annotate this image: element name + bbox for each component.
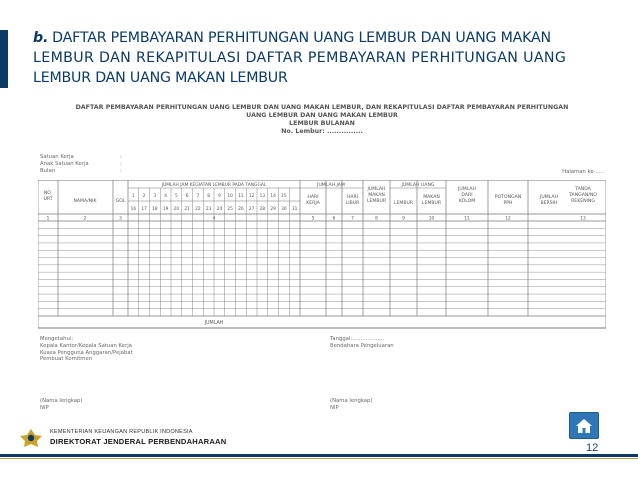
day-label: 22 xyxy=(195,207,201,212)
header-jumlah-makan: MAKAN xyxy=(368,193,385,198)
column-number: 12 xyxy=(505,216,511,222)
column-number: 9 xyxy=(402,216,405,222)
page-number: 12 xyxy=(586,442,599,454)
header-no-urut: NO. xyxy=(43,191,53,196)
column-number: 11 xyxy=(464,216,470,222)
day-label: 3 xyxy=(153,194,157,199)
day-label: 29 xyxy=(270,207,276,212)
day-label: 12 xyxy=(248,194,255,199)
header-makan-lembur: MAKAN xyxy=(423,195,440,200)
header-makan-lembur: LEMBUR xyxy=(421,201,442,206)
header-hari-kerja: HARI xyxy=(307,195,319,200)
form-table xyxy=(38,180,606,336)
header-gol: GOL xyxy=(115,199,126,204)
day-label: 23 xyxy=(205,207,212,212)
header-lembur: LEMBUR xyxy=(393,201,414,206)
header-jumlah-jam: JUMLAH JAM KEGIATAN LEMBUR PADA TANGGAL xyxy=(161,183,267,188)
form-meta: Satuan Kerja : Anak Satuan Kerja : Bulan : xyxy=(40,154,122,174)
header-jumlah-jam-kerja: JUMLAH JAM xyxy=(317,183,345,188)
day-label: 13 xyxy=(259,194,266,199)
header-hari-libur: HARI xyxy=(346,195,359,200)
signature-right: Tanggal:................... Bendahara Pengeluaran xyxy=(330,336,394,349)
day-label: 31 xyxy=(291,207,298,212)
header-jumlah-bersih: JUMLAH xyxy=(540,195,558,200)
slide-heading xyxy=(33,28,608,88)
accent-bar xyxy=(0,30,8,88)
day-label: 7 xyxy=(196,194,200,199)
header-tanda-tangan: REKENING xyxy=(571,199,595,204)
column-number: 3 xyxy=(119,216,122,222)
day-label: 15 xyxy=(281,194,287,199)
jumlah-label: JUMLAH xyxy=(204,321,224,326)
header-jumlah-makan: LEMBUR xyxy=(366,199,387,204)
day-label: 20 xyxy=(173,207,180,212)
day-label: 25 xyxy=(227,207,233,212)
day-label: 14 xyxy=(270,194,276,199)
day-label: 28 xyxy=(259,207,266,212)
form-table-grid xyxy=(38,180,606,332)
header-jumlah-makan: JUMLAH xyxy=(367,187,386,192)
home-icon xyxy=(575,418,593,434)
signature-right-name: (Nama lengkap) NIP xyxy=(330,398,373,411)
header-potongan-pph: PPH xyxy=(503,201,513,206)
header-potongan-pph: POTONGAN xyxy=(494,195,522,200)
column-number: 5 xyxy=(311,216,315,222)
home-button[interactable] xyxy=(569,412,599,439)
meta-satuan-kerja: Satuan Kerja xyxy=(40,154,74,160)
signature-left-name: (Nama lengkap) NIP xyxy=(40,398,83,411)
header-jumlah-dari-kolom: JUMLAH xyxy=(458,187,476,192)
heading-label: b. xyxy=(33,30,49,46)
signature-left: Mengetahui: Kepala Kantor/Kepala Satuan Kerja Kuasa Pengguna Anggaran/Pejabat Pembuat Komitmen xyxy=(40,336,133,363)
header-jumlah-dari-kolom: DARI xyxy=(461,193,473,198)
footer-bar xyxy=(0,454,638,457)
meta-anak-satuan-kerja: Anak Satuan Kerja xyxy=(40,161,89,167)
header-nama-nik: NAMA/NIK xyxy=(73,199,97,204)
form-document xyxy=(38,104,606,416)
column-number: 1 xyxy=(46,216,50,222)
day-label: 27 xyxy=(248,207,255,212)
header-jumlah-bersih: BERSIH xyxy=(540,201,558,206)
header-jumlah-dari-kolom: KOLOM xyxy=(458,199,476,204)
day-label: 11 xyxy=(238,194,244,199)
day-label: 8 xyxy=(207,194,210,199)
column-number: 8 xyxy=(375,216,378,222)
column-number: 10 xyxy=(428,216,435,222)
column-number: 7 xyxy=(351,216,354,222)
day-label: 1 xyxy=(132,194,135,199)
halaman-label: Halaman ke-..... xyxy=(562,169,604,175)
header-tanda-tangan: TANDA xyxy=(575,187,591,192)
column-number: 4 xyxy=(212,216,216,222)
day-label: 26 xyxy=(238,207,244,212)
org-line-1: KEMENTERIAN KEUANGAN REPUBLIK INDONESIA xyxy=(50,429,193,435)
header-jumlah-uang: JUMLAH UANG xyxy=(401,183,435,188)
day-label: 5 xyxy=(175,194,178,199)
header-no-urut: URT xyxy=(43,197,53,202)
header-hari-kerja: KERJA xyxy=(306,201,320,206)
column-number: 2 xyxy=(83,216,87,222)
meta-bulan: Bulan xyxy=(40,168,56,174)
heading-line-3: LEMBUR DAN UANG MAKAN LEMBUR xyxy=(33,70,288,86)
day-label: 6 xyxy=(185,194,189,199)
header-tanda-tangan: TANGAN/NO xyxy=(569,193,597,198)
day-label: 4 xyxy=(164,194,167,199)
header-hari-libur: LIBUR xyxy=(345,201,360,206)
heading-line-1: b. DAFTAR PEMBAYARAN PERHITUNGAN UANG LEMBUR DAN UANG MAKAN xyxy=(33,30,551,46)
day-label: 19 xyxy=(162,207,169,212)
form-title: DAFTAR PEMBAYARAN PERHITUNGAN UANG LEMBUR DAN UANG MAKAN LEMBUR, DAN REKAPITULASI DAFTAR PEMBAYARAN PERHITUNGAN UANG LEMBUR DAN UANG MAKAN LEMBUR LEMBUR BULANAN No. Lembur: ............... xyxy=(75,104,569,135)
day-label: 16 xyxy=(130,207,137,212)
day-label: 21 xyxy=(184,207,190,212)
org-line-2: DIREKTORAT JENDERAL PERBENDAHARAAN xyxy=(50,437,227,446)
day-label: 17 xyxy=(141,207,147,212)
day-label: 2 xyxy=(142,194,146,199)
footer-accent-line xyxy=(0,458,638,459)
day-label: 18 xyxy=(152,207,158,212)
heading-line-2: LEMBUR DAN REKAPITULASI DAFTAR PEMBAYARAN PERHITUNGAN UANG xyxy=(33,50,567,66)
day-label: 9 xyxy=(218,194,221,199)
day-label: 30 xyxy=(281,207,287,212)
day-label: 10 xyxy=(227,194,233,199)
ministry-logo-icon xyxy=(18,427,44,449)
column-number: 13 xyxy=(580,216,586,222)
column-number: 6 xyxy=(332,216,336,222)
day-label: 24 xyxy=(216,207,223,212)
